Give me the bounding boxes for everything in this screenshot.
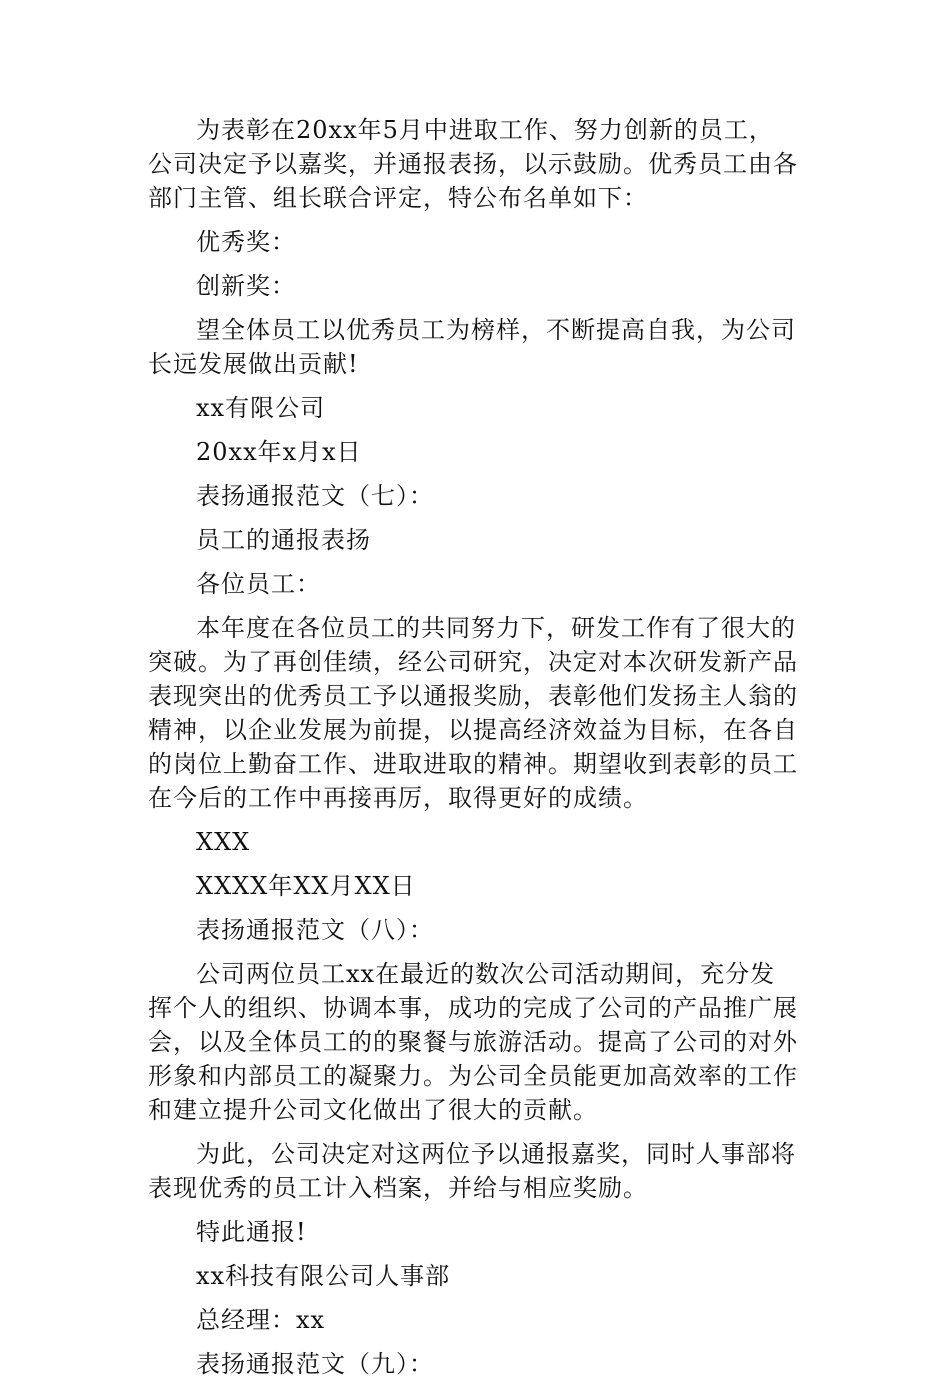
section-heading-seven: 表扬通报范文（七）： [196, 482, 434, 510]
paragraph-general-manager: 总经理：xx [196, 1306, 326, 1334]
paragraph-innovation-award: 创新奖： [196, 272, 296, 300]
section-heading-nine: 表扬通报范文（九）： [196, 1350, 434, 1378]
paragraph-event-commendation: 公司两位员工xx在最近的数次公司活动期间，充分发挥个人的组织、协调本事，成功的完成了公司的产品推广展会，以及全体员工的的聚餐与旅游活动。提高了公司的对外形象和内部员工的凝聚力。为公司全员能更加高效率的工作和建立提升公司文化做出了很大的贡献。 [148, 960, 798, 1124]
paragraph-signature-placeholder: XXX [196, 828, 251, 856]
section-heading-eight: 表扬通报范文（八）： [196, 916, 434, 944]
paragraph-date-placeholder: XXXX年XX月XX日 [196, 872, 416, 900]
paragraph-encouragement: 望全体员工以优秀员工为榜样，不断提高自我，为公司长远发展做出贡献! [148, 316, 796, 378]
paragraph-reward-decision: 为此，公司决定对这两位予以通报嘉奖，同时人事部将表现优秀的员工计入档案，并给与相应奖励。 [148, 1140, 796, 1202]
paragraph-date: 20xx年x月x日 [196, 438, 362, 466]
document-body [148, 113, 798, 1391]
paragraph-excellence-award: 优秀奖： [196, 228, 296, 256]
paragraph-rd-commendation: 本年度在各位员工的共同努力下，研发工作有了很大的突破。为了再创佳绩，经公司研究，决定对本次研发新产品表现突出的优秀员工予以通报奖励，表彰他们发扬主人翁的精神，以企业发展为前提，以提高经济效益为目标，在各自的岗位上勤奋工作、进取进取的精神。期望收到表彰的员工在今后的工作中再接再厉，取得更好的成绩。 [148, 614, 798, 812]
paragraph-hr-department: xx科技有限公司人事部 [196, 1262, 451, 1290]
paragraph-notice-closing: 特此通报! [196, 1218, 307, 1246]
paragraph-notice-title: 员工的通报表扬 [196, 526, 371, 554]
paragraph-company-name: xx有限公司 [196, 394, 326, 422]
paragraph-salutation: 各位员工： [196, 570, 321, 598]
paragraph-intro: 为表彰在20xx年5月中进取工作、努力创新的员工，公司决定予以嘉奖，并通报表扬，以示鼓励。优秀员工由各部门主管、组长联合评定，特公布名单如下： [148, 116, 798, 212]
